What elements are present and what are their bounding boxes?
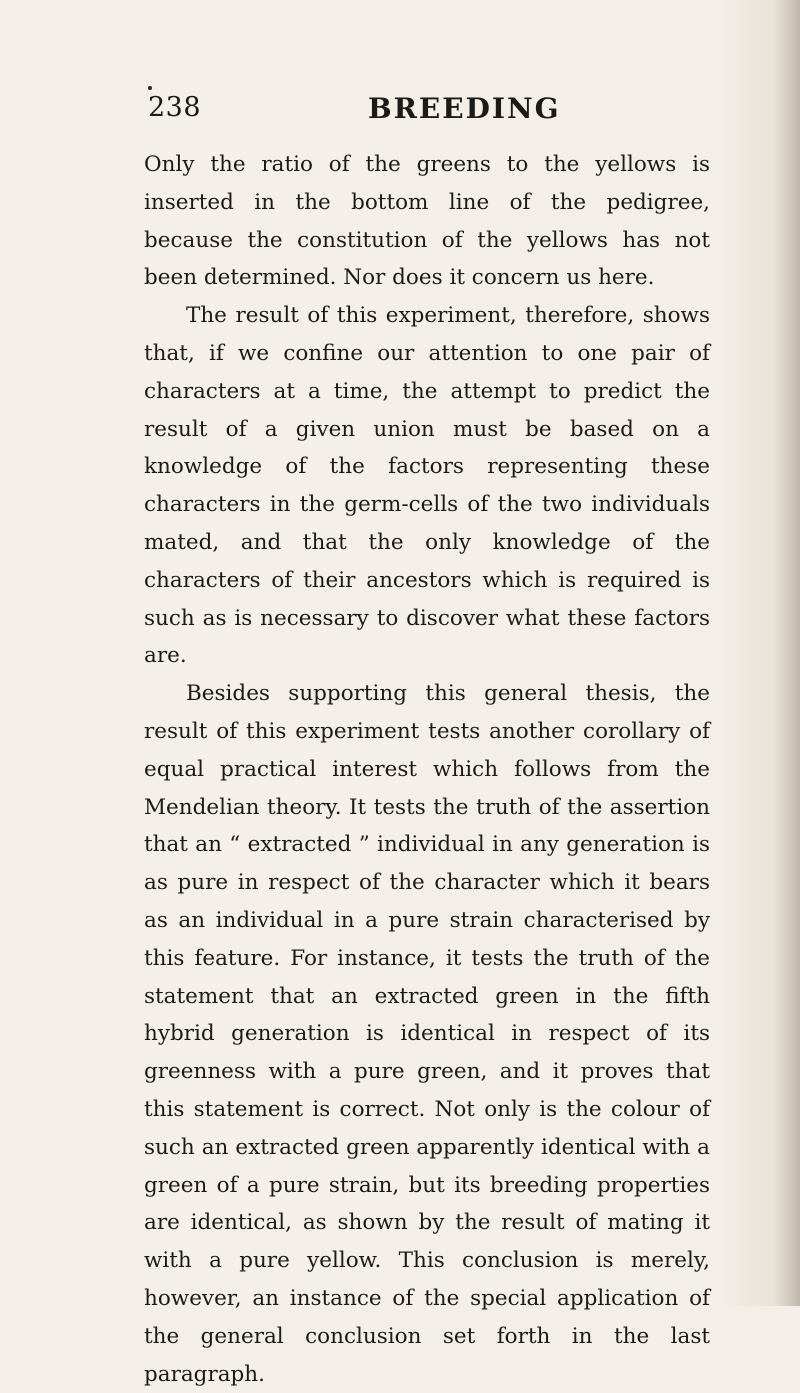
page-number: 238 — [148, 92, 202, 123]
paragraph-1: Only the ratio of the greens to the yellows is inserted in the bottom line of the pedigree, because the constitution of the yellows has not been determined. Nor does it concern us here. — [144, 152, 710, 291]
paragraph-3: Besides supporting this general thesis, the result of this experiment tests another corollary of equal practical interest which follows from the Mendelian theory. It tests the truth of the assertion that an “ extracted ” individual in any generation is as pure in respect of the character which it bears as an individual in a pure strain characterised by this feature. For instance, it tests the truth of the statement that an extracted green in the fifth hybrid generation is identical in respect of its greenness with a pure green, and it proves that this statement is correct. Not only is the colour of such an extracted green apparently identical with a green of a pure strain, but its breeding properties are identical, as shown by the result of mating it with a pure yellow. This conclusion is merely, however, an instance of the special application of the general conclusion set forth in the last paragraph. — [144, 681, 710, 1387]
page-header — [148, 92, 568, 138]
body-text — [144, 146, 710, 1393]
paragraph-2: The result of this experiment, therefore, shows that, if we confine our attention to one pair of characters at a time, the attempt to predict the result of a given union must be based on a knowledge of the factors representing these characters in the germ-cells of the two individuals mated, and that the only knowledge of the characters of their ancestors which is required is such as is necessary to discover what these factors are. — [144, 303, 710, 669]
running-head: BREEDING — [368, 92, 561, 125]
page-edge-shadow — [774, 0, 800, 1306]
print-speck — [148, 86, 152, 90]
